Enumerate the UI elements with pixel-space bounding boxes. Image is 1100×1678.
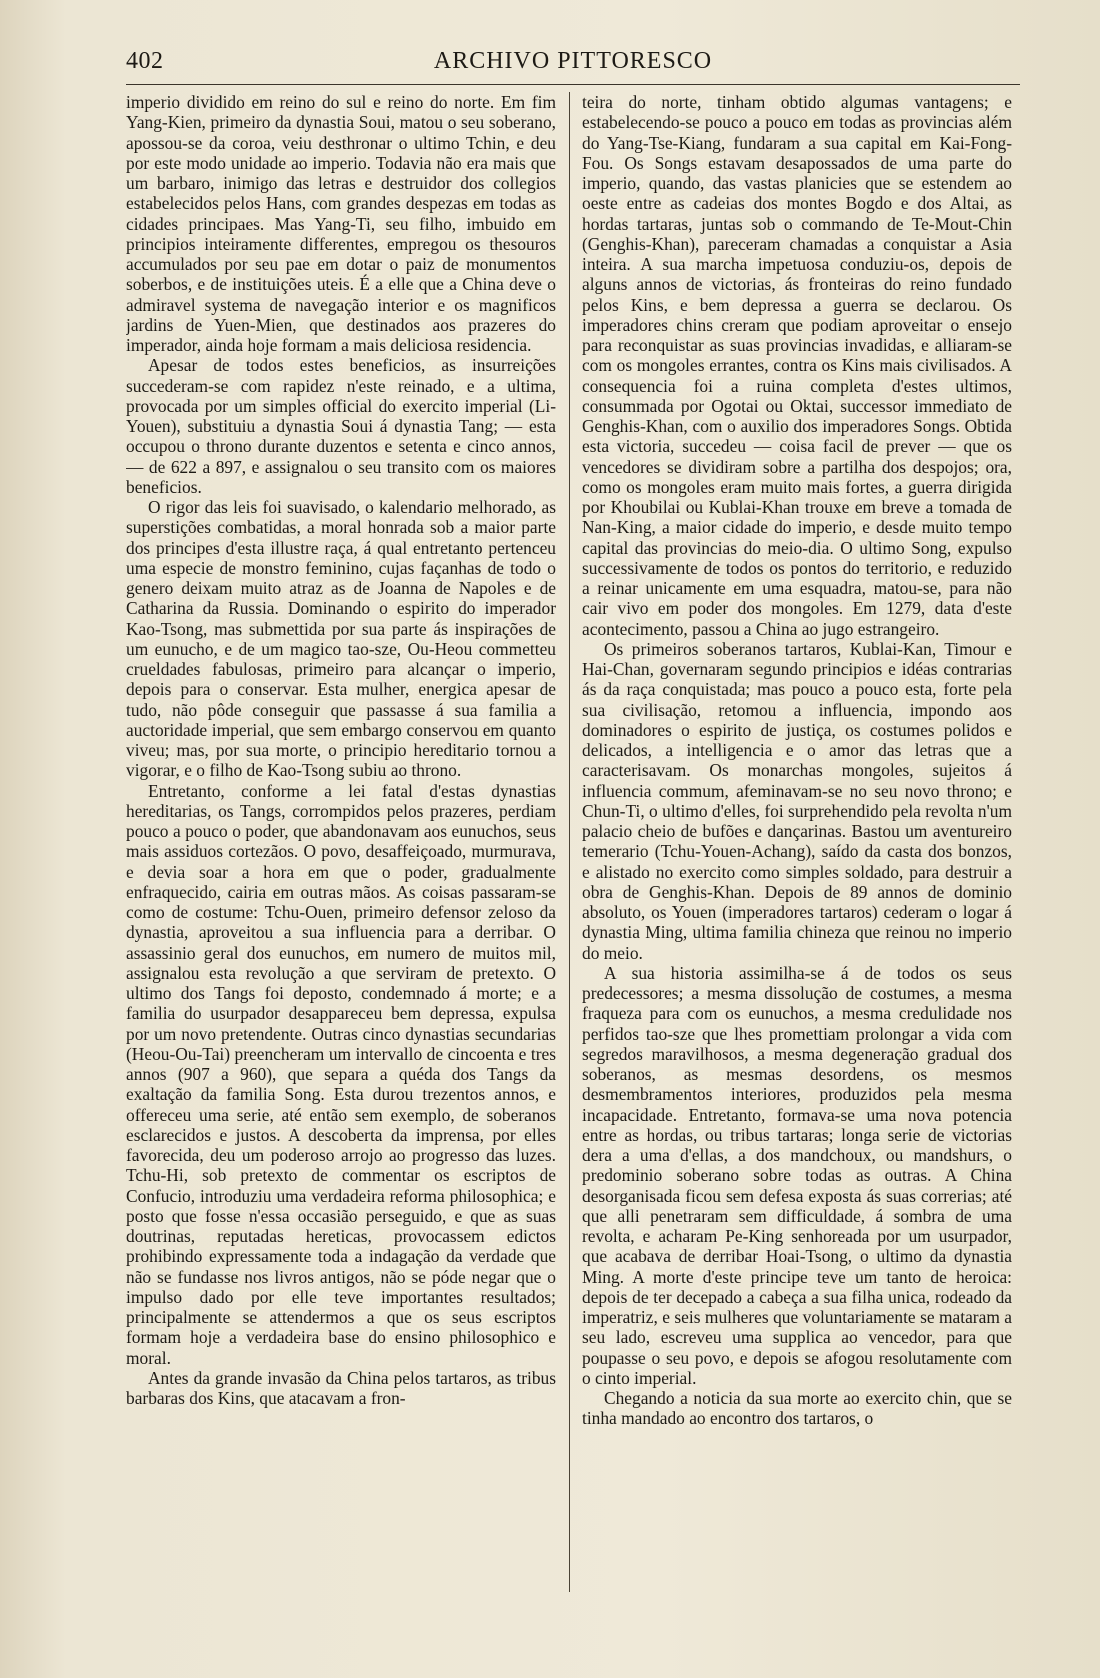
- paragraph: Entretanto, conforme a lei fatal d'estas dynastias hereditarias, os Tangs, corrompidos pelos prazeres, perdiam pouco a pouco o poder, que abandonavam aos eunuchos, seus mais assiduos cortezãos. O povo, desaffeiçoado, murmurava, e devia soar a hora em que o poder, gradualmente enfraquecido, cairia em outras mãos. As coisas passaram-se como de costume: Tchu-Ouen, primeiro defensor zeloso da dynastia, aproveitou a sua influencia para a derribar. O assassinio geral dos eunuchos, em numero de muitos mil, assignalou esta revolução a que serviram de pretexto. O ultimo dos Tangs foi deposto, condemnado á morte; e a familia do usurpador desappareceu bem depressa, expulsa por um novo pretendente. Outras cinco dynastias secundarias (Heou-Ou-Tai) preencheram um intervallo de cincoenta e tres annos (907 a 960), que separa a quéda dos Tangs da exaltação da familia Song. Esta durou trezentos annos, e offereceu uma serie, até então sem exemplo, de soberanos esclarecidos e justos. A descoberta da imprensa, por elles favorecida, deu um poderoso arrojo ao progresso das luzes. Tchu-Hi, sob pretexto de commentar os escriptos de Confucio, introduziu uma verdadeira reforma philosophica; e posto que fosse n'essa occasião perseguido, e que as suas doutrinas, reputadas hereticas, provocassem edictos prohibindo expressamente toda a indagação da verdade que não se fundasse nos livros antigos, não se póde negar que o impulso dado por elle teve importantes resultados; principalmente se attendermos a que os seus escriptos formam hoje a verdadeira base do ensino philosophico e moral.: [126, 780, 556, 1368]
- paragraph: Apesar de todos estes beneficios, as insurreições succederam-se com rapidez n'este reinado, e a ultima, provocada por um simples official do exercito imperial (Li-Youen), substituiu a dynastia Soui á dynastia Tang; — esta occupou o throno durante duzentos e setenta e cinco annos, — de 622 a 897, e assignalou o seu transito com os maiores beneficios.: [126, 355, 556, 497]
- paragraph: Chegando a noticia da sua morte ao exercito chin, que se tinha mandado ao encontro dos tartaros, o: [582, 1388, 1012, 1429]
- paragraph: Os primeiros soberanos tartaros, Kublai-Kan, Timour e Hai-Chan, governaram segundo principios e idéas contrarias ás da raça conquistada; mas pouco a pouco esta, forte pela sua civilisação, retomou a influencia, impondo aos dominadores o espirito de justiça, os costumes polidos e delicados, a intelligencia e o amor das letras que a caracterisavam. Os monarchas mongoles, sujeitos á influencia commum, afeminavam-se no seu novo throno; e Chun-Ti, o ultimo d'elles, foi surprehendido pela revolta n'um palacio cheio de bufões e dançarinas. Bastou um aventureiro temerario (Tchu-Youen-Achang), saído da casta dos bonzos, e alistado no exercito como simples soldado, para destruir a obra de Genghis-Khan. Depois de 89 annos de dominio absoluto, os Youen (imperadores tartaros) cederam o logar á dynastia Ming, ultima familia chineza que reinou no imperio do meio.: [582, 638, 1012, 963]
- right-column: [582, 92, 1012, 1592]
- page-header: [126, 44, 1020, 85]
- page-number: 402: [126, 48, 164, 74]
- left-column: [126, 92, 556, 1592]
- paragraph: A sua historia assimilha-se á de todos os seus predecessores; a mesma dissolução de costumes, a mesma fraqueza para com os eunuchos, a mesma credulidade nos perfidos tao-sze que lhes promettiam prolongar a vida com segredos maravilhosos, a mesma degeneração gradual dos soberanos, as mesmas desordens, os mesmos desmembramentos interiores, produzidos pela mesma incapacidade. Entretanto, formava-se uma nova potencia entre as hordas, ou tribus tartaras; longa serie de victorias dera a uma d'ellas, a dos mandchoux, ou mandshurs, o predominio soberano sobre todas as outras. A China desorganisada ficou sem defesa exposta ás suas correrias; até que alli penetraram sem difficuldade, á sombra de uma revolta, e acharam Pe-King senhoreada por um usurpador, que acabava de derribar Hoai-Tsong, o ultimo da dynastia Ming. A morte d'este principe teve um tanto de heroica: depois de ter decepado a cabeça a sua filha unica, rodeado da imperatriz, e seis mulheres que voluntariamente se mataram a seu lado, escreveu uma supplica ao vencedor, para que poupasse o seu povo, e depois se afogou resolutamente com o cinto imperial.: [582, 962, 1012, 1388]
- paragraph: imperio dividido em reino do sul e reino do norte. Em fim Yang-Kien, primeiro da dynastia Soui, matou o seu soberano, apossou-se da coroa, veiu desthronar o ultimo Tchin, e deu por este modo unidade ao imperio. Todavia não era mais que um barbaro, inimigo das letras e destruidor dos collegios estabelecidos pelos Hans, com grandes despezas em todas as cidades principaes. Mas Yang-Ti, seu filho, imbuido em principios inteiramente differentes, empregou os thesouros accumulados por seu pae em dotar o paiz de monumentos soberbos, e de instituições uteis. É a elle que a China deve o admiravel systema de navegação interior e os magnificos jardins de Yuen-Mien, que destinados aos prazeres do imperador, ainda hoje formam a mais deliciosa residencia.: [126, 92, 556, 355]
- paragraph: Antes da grande invasão da China pelos tartaros, as tribus barbaras dos Kins, que atacavam a fron-: [126, 1367, 556, 1408]
- paragraph: teira do norte, tinham obtido algumas vantagens; e estabelecendo-se pouco a pouco em todas as provincias além do Yang-Tse-Kiang, fundaram a sua capital em Kai-Fong-Fou. Os Songs estavam desapossados de uma parte do imperio, quando, das vastas planicies que se estendem ao oeste entre as cadeias dos montes Bogdo e dos Altai, as hordas tartaras, juntas sob o commando de Te-Mout-Chin (Genghis-Khan), pareceram chamadas a conquistar a Asia inteira. A sua marcha impetuosa conduziu-os, depois de alguns annos de victorias, ás fronteiras do reino fundado pelos Kins, e bem depressa a guerra se declarou. Os imperadores chins creram que podiam aproveitar o ensejo para reconquistar as suas provincias invadidas, e alliaram-se com os mongoles errantes, contra os Kins mais civilisados. A consequencia foi a ruina completa d'estes ultimos, consummada por Ogotai ou Oktai, successor immediato de Genghis-Khan, com o auxilio dos imperadores Songs. Obtida esta victoria, succedeu — coisa facil de prever — que os vencedores se dividiram sobre a partilha dos despojos; ora, como os mongoles eram muito mais fortes, a guerra dirigida por Khoubilai ou Kublai-Khan trouxe em breve a tomada de Nan-King, a maior cidade do imperio, e desde muito tempo capital das provincias do meio-dia. O ultimo Song, expulso successivamente de todos os pontos do territorio, e reduzido a reinar unicamente em uma esquadra, matou-se, para não cair vivo em poder dos mongoles. Em 1279, data d'este acontecimento, passou a China ao jugo estrangeiro.: [582, 92, 1012, 639]
- text-columns: [126, 92, 1028, 1592]
- paragraph: O rigor das leis foi suavisado, o kalendario melhorado, as superstições combatidas, a moral honrada sob a maior parte dos principes d'esta illustre raça, á qual entretanto pertenceu uma especie de monstro feminino, cujas façanhas de todo o genero deixam muito atraz as de Joanna de Napoles e de Catharina da Russia. Dominando o espirito do imperador Kao-Tsong, mas submettida por sua parte ás inspirações de um eunucho, e de um magico tao-sze, Ou-Heou commetteu crueldades fabulosas, primeiro para alcançar o imperio, depois para o conservar. Esta mulher, energica apesar de tudo, não pôde conseguir que passasse á sua familia a auctoridade imperial, que sem embargo conservou em quanto viveu; mas, por sua morte, o principio hereditario tornou a vigorar, e o filho de Kao-Tsong subiu ao throno.: [126, 497, 556, 781]
- column-divider: [569, 92, 570, 1592]
- running-title: ARCHIVO PITTORESCO: [433, 48, 713, 74]
